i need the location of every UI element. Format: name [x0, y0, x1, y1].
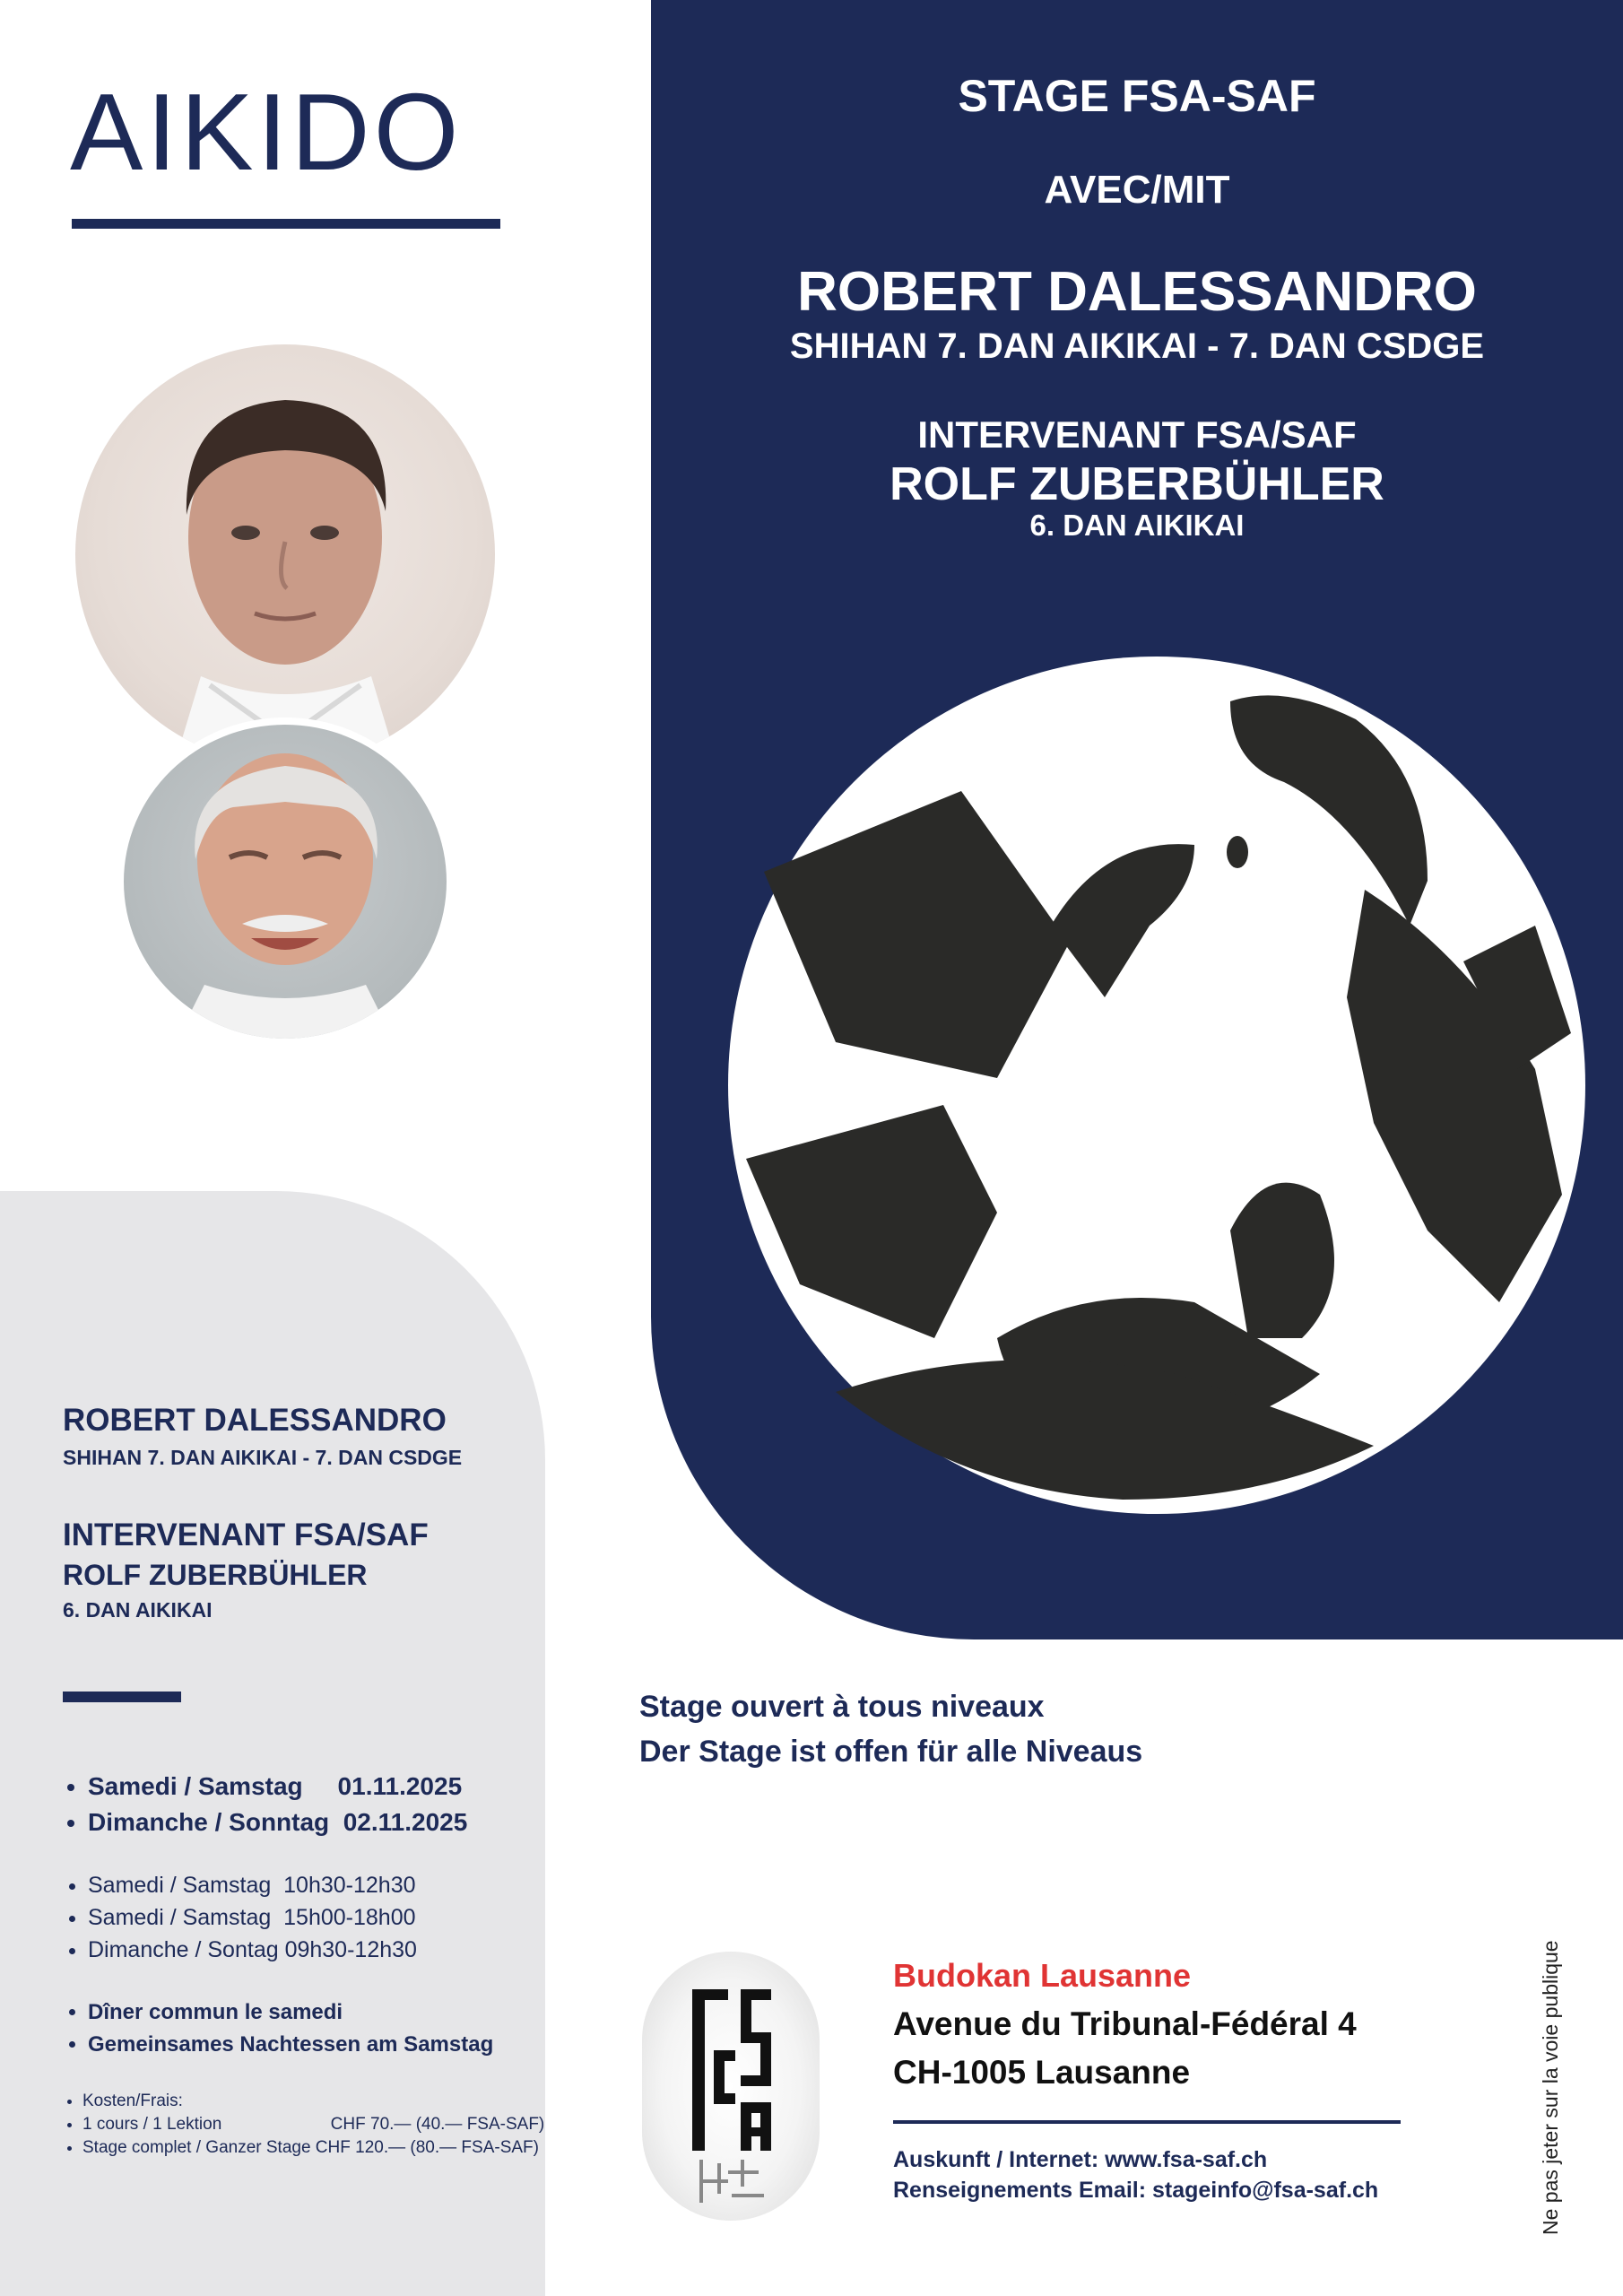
master-portrait-drawing: [75, 344, 495, 764]
contact-email: Renseignements Email: stageinfo@fsa-saf.ch: [893, 2178, 1379, 2203]
guest-rank: 6. DAN AIKIKAI: [1029, 509, 1245, 542]
card-intervenant: INTERVENANT FSA/SAF: [63, 1518, 429, 1552]
master-rank: SHIHAN 7. DAN AIKIKAI - 7. DAN CSDGE: [789, 326, 1485, 366]
intervenant-heading: INTERVENANT FSA/SAF: [917, 413, 1357, 456]
guest-portrait-drawing: [124, 725, 447, 1039]
fee-single: • 1 cours / 1 Lektion CHF 70.— (40.— FSA-SAF): [82, 2113, 544, 2136]
litter-note: Ne pas jeter sur la voie publique: [1539, 1940, 1562, 2235]
title-underline: [72, 219, 500, 229]
guest-portrait: [117, 718, 454, 1046]
time-slot: • Samedi / Samstag 10h30-12h30: [88, 1869, 417, 1901]
master-name: ROBERT DALESSANDRO: [797, 261, 1477, 323]
card-master-rank: SHIHAN 7. DAN AIKIKAI - 7. DAN CSDGE: [63, 1446, 463, 1469]
fee-full: • Stage complet / Ganzer Stage CHF 120.— (80.— FSA-SAF): [82, 2136, 544, 2160]
venue-street: Avenue du Tribunal-Fédéral 4: [893, 2005, 1357, 2042]
date-saturday: • Samedi / Samstag 01.11.2025: [88, 1769, 467, 1805]
dinner-fr: • Dîner commun le samedi: [88, 1996, 493, 2029]
fsa-saf-logo-mark: [642, 1952, 820, 2221]
master-portrait: [75, 344, 495, 764]
contact-internet: Auskunft / Internet: www.fsa-saf.ch: [893, 2147, 1268, 2172]
card-divider: [63, 1692, 181, 1702]
aikido-emblem: [728, 657, 1585, 1514]
aikido-silhouette: [728, 657, 1585, 1514]
venue-name: Budokan Lausanne: [893, 1957, 1192, 1994]
page-title: AIKIDO: [70, 71, 463, 193]
open-levels-fr: Stage ouvert à tous niveaux: [639, 1690, 1045, 1724]
fees-heading: • Kosten/Frais:: [82, 2090, 544, 2113]
dinner-de: • Gemeinsames Nachtessen am Samstag: [88, 2029, 493, 2061]
date-sunday: • Dimanche / Sonntag 02.11.2025: [88, 1805, 467, 1840]
avec-heading: AVEC/MIT: [1044, 168, 1230, 212]
time-slot: • Samedi / Samstag 15h00-18h00: [88, 1901, 417, 1934]
time-list: [63, 1869, 417, 1966]
card-guest-name: ROLF ZUBERBÜHLER: [63, 1559, 368, 1591]
address-divider: [893, 2120, 1401, 2124]
stage-heading: STAGE FSA-SAF: [958, 71, 1316, 121]
venue-city: CH-1005 Lausanne: [893, 2054, 1191, 2091]
time-slot: • Dimanche / Sontag 09h30-12h30: [88, 1934, 417, 1966]
dinner-list: [63, 1996, 493, 2061]
fsa-saf-logo: [642, 1952, 820, 2221]
date-list: [63, 1769, 467, 1840]
guest-name: ROLF ZUBERBÜHLER: [890, 458, 1384, 510]
card-master-name: ROBERT DALESSANDRO: [63, 1403, 447, 1438]
open-levels-de: Der Stage ist offen für alle Niveaus: [639, 1735, 1143, 1769]
fees-list: [63, 2090, 544, 2160]
card-guest-rank: 6. DAN AIKIKAI: [63, 1598, 213, 1622]
